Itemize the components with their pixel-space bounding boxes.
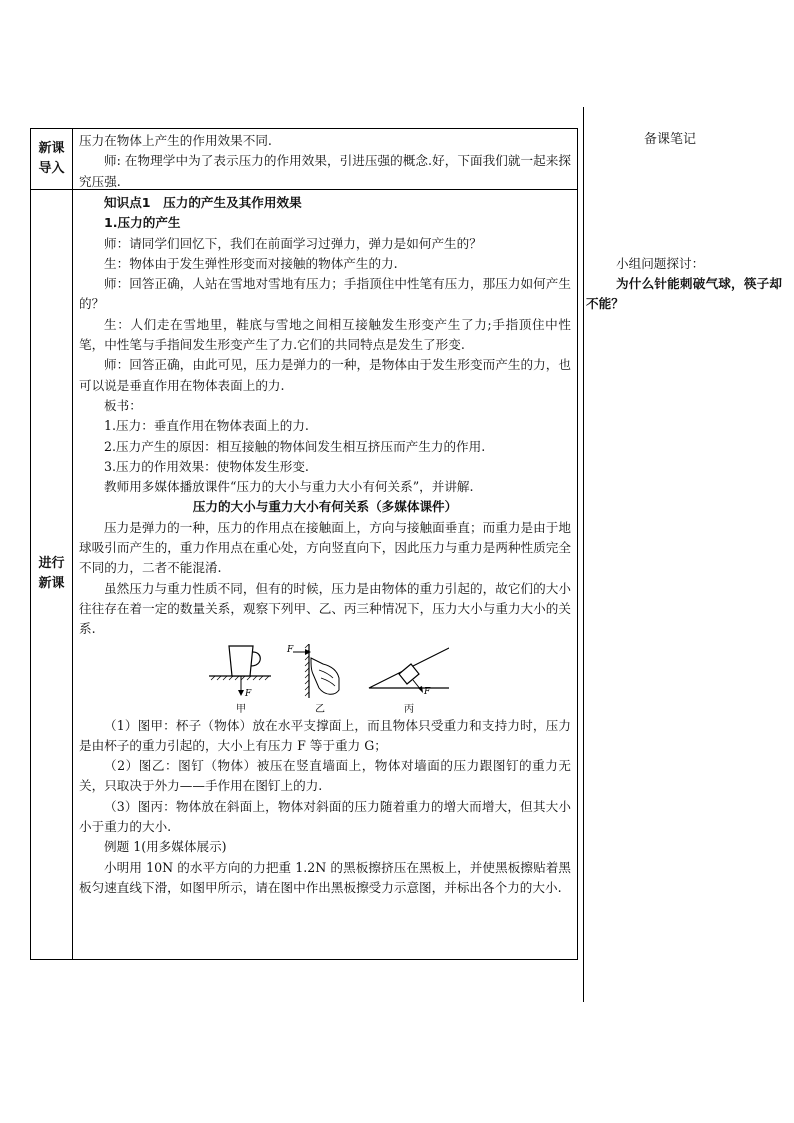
paragraph: （3）图丙：物体放在斜面上，物体对斜面的压力随着重力的增大而增大，但其大小小于重力的大小. xyxy=(79,798,571,835)
force-label-bing: F xyxy=(424,686,431,697)
figure-yi xyxy=(286,644,339,714)
figure-jia xyxy=(209,646,271,714)
paragraph: （2）图乙：图钉（物体）被压在竖直墙面上，物体对墙面的压力跟图钉的重力无关，只取决于外力——手作用在图钉上的力. xyxy=(79,758,571,794)
new-lesson-content xyxy=(79,193,571,898)
paragraph: 虽然压力与重力性质不同，但有的时候，压力是由物体的重力引起的，故它们的大小往往存在着一定的数量关系，观察下列甲、乙、丙三种情况下，压力大小与重力大小的关系. xyxy=(79,580,571,637)
section-title: 压力的大小与重力大小有何关系（多媒体课件） xyxy=(192,499,458,515)
notes-group-label: 小组问题探讨： xyxy=(616,256,705,271)
notes-group xyxy=(586,254,782,314)
paragraph: 板书： xyxy=(104,397,142,413)
intro-line: 压力在物体上产生的作用效果不同. xyxy=(79,133,272,148)
notes-question: 为什么针能刺破气球，筷子却不能？ xyxy=(586,276,782,311)
pressure-figure xyxy=(79,644,571,714)
notes-title: 备课笔记 xyxy=(643,132,696,147)
paragraph: 1.压力：垂直作用在物体表面上的力. xyxy=(104,418,309,434)
paragraph: 教师用多媒体播放课件“压力的大小与重力大小有何关系”，并讲解. xyxy=(104,479,474,495)
figure-label-jia: 甲 xyxy=(236,703,246,714)
intro-content xyxy=(79,131,571,192)
paragraph: 3.压力的作用效果：使物体发生形变. xyxy=(104,458,309,474)
paragraph: 师：回答正确，由此可见，压力是弹力的一种，是物体由于发生形变而产生的力，也可以说是垂直作用在物体表面上的力. xyxy=(79,357,571,393)
force-label-jia: F xyxy=(245,688,252,699)
paragraph: 师：回答正确，人站在雪地对雪地有压力；手指顶住中性笔有压力，那压力如何产生的？ xyxy=(79,276,571,312)
row-label-new-lesson xyxy=(31,189,73,959)
figure-label-yi: 乙 xyxy=(315,703,325,714)
paragraph: 2.压力产生的原因：相互接触的物体间发生相互挤压而产生力的作用. xyxy=(104,438,486,454)
paragraph: 师：请同学们回忆下，我们在前面学习过弹力，弹力是如何产生的？ xyxy=(104,235,482,251)
force-label-yi: F xyxy=(287,644,294,655)
notes-divider xyxy=(583,107,584,1002)
pressure-diagram xyxy=(209,644,449,714)
row-label-new-lesson-text: 进行新课 xyxy=(38,556,65,591)
paragraph: 小明用 10N 的水平方向的力把重 1.2N 的黑板擦挤压在黑板上，并使黑板擦贴着黑板匀速直线下滑，如图甲所示，请在图中作出黑板擦受力示意图，并标出各个力的大小. xyxy=(79,859,571,895)
figure-label-bing: 丙 xyxy=(404,703,414,714)
figure-bing xyxy=(369,646,449,714)
intro-line: 师: 在物理学中为了表示压力的作用效果，引进压强的概念.好，下面我们就一起来探究压强. xyxy=(79,153,571,189)
row-label-intro-text: 新课导入 xyxy=(38,141,65,176)
lesson-table xyxy=(30,128,578,960)
row-label-intro xyxy=(31,129,73,189)
paragraph: 生：人们走在雪地里，鞋底与雪地之间相互接触发生形变产生了力;手指顶住中性笔，中性笔与手指间发生形变产生了力.它们的共同特点是发生了形变. xyxy=(79,316,571,353)
knowledge-point-heading: 知识点1 压力的产生及其作用效果 xyxy=(104,195,302,210)
paragraph: 生：物体由于发生弹性形变而对接触的物体产生的力. xyxy=(104,255,398,271)
paragraph: （1）图甲：杯子（物体）放在水平支撑面上，而且物体只受重力和支持力时，压力是由杯子的重力引起的，大小上有压力 F 等于重力 G； xyxy=(79,717,571,753)
paragraph: 例题 1(用多媒体展示) xyxy=(104,839,227,855)
paragraph: 压力是弹力的一种，压力的作用点在接触面上，方向与接触面垂直；而重力是由于地球吸引而产生的，重力作用点在重心处，方向竖直向下，因此压力与重力是两种性质完全不同的力，二者不能混淆. xyxy=(79,519,571,576)
subheading: 1.压力的产生 xyxy=(104,215,181,231)
